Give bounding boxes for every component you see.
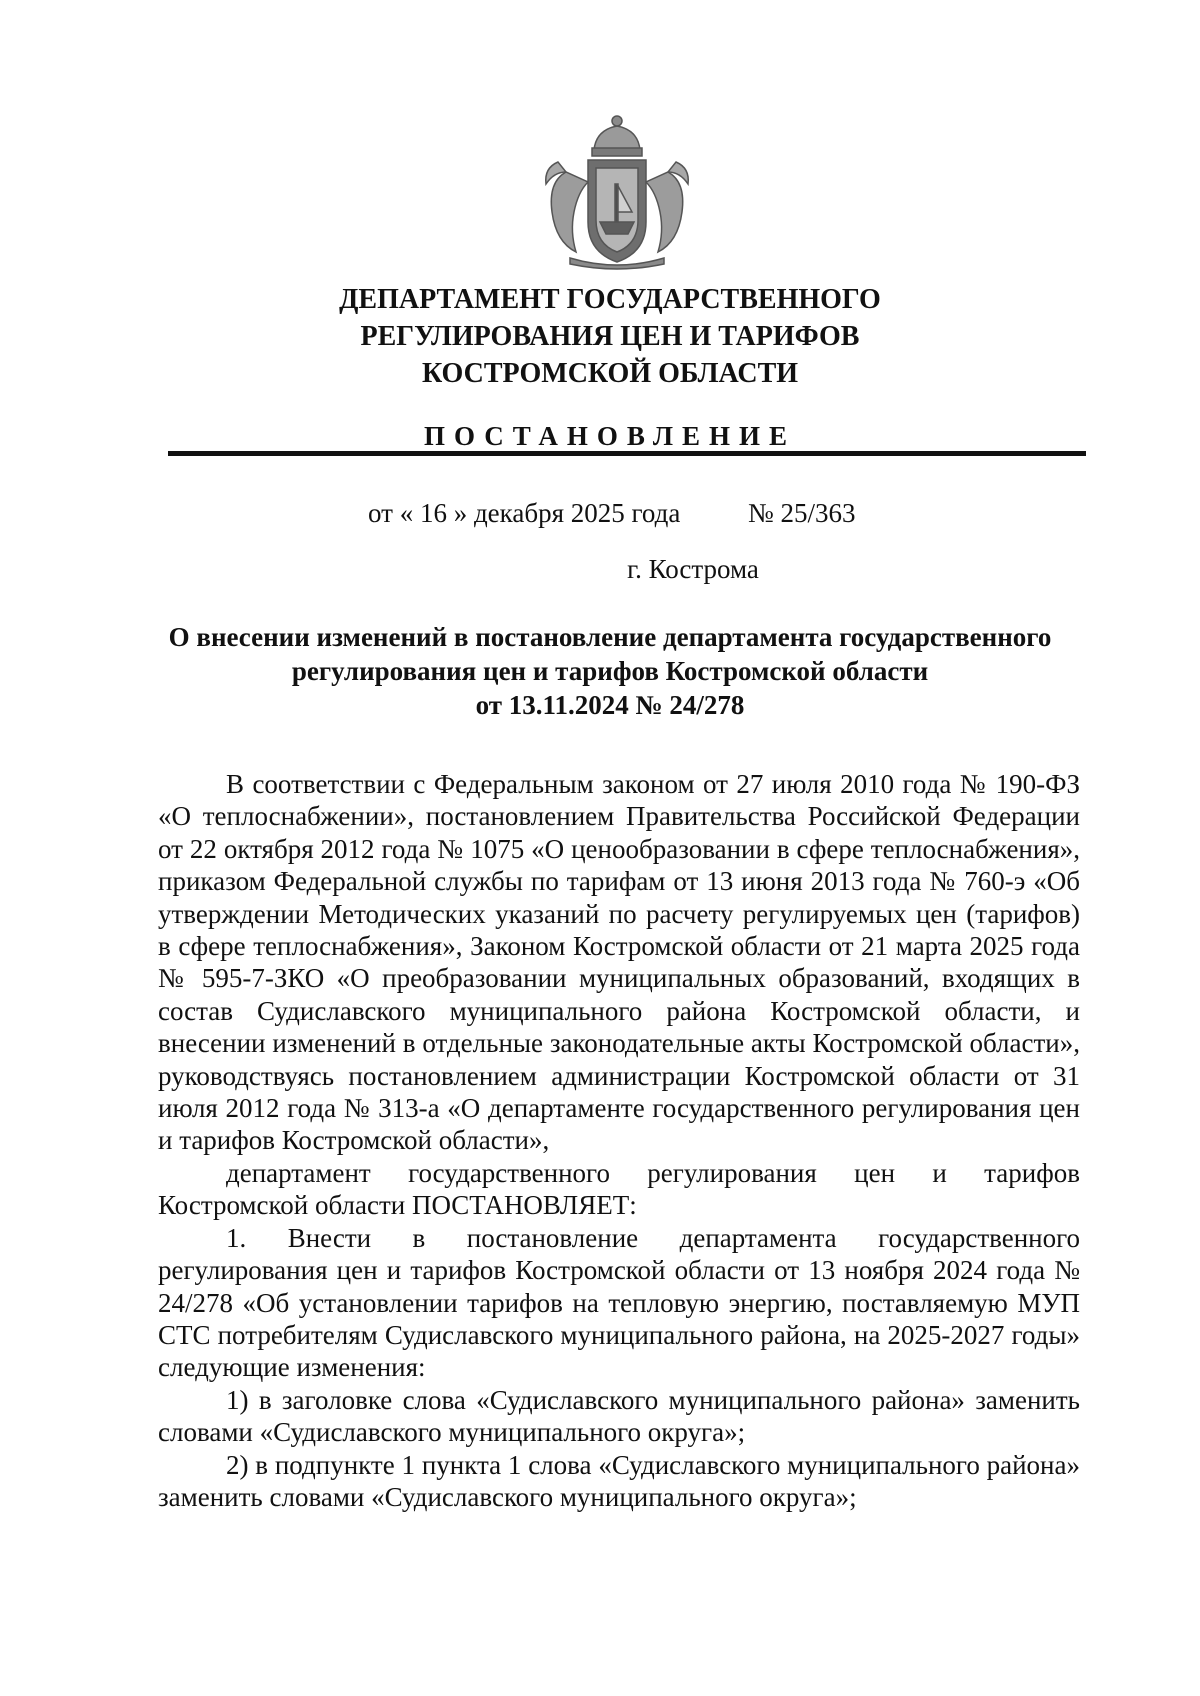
title-line-1: О внесении изменений в постановление департамента государственного [168, 622, 1052, 652]
document-date: от « 16 » декабря 2025 года [368, 498, 681, 528]
body-paragraph-1: В соответствии с Федеральным законом от 27 июля 2010 года № 190-ФЗ «О теплоснабжении», постановлением Правительства Российской Федерации от 22 октября 2012 года № 1075 «О ценообразовании в сфере теплоснабжения», приказом Федеральной службы по тарифам от 13 июня 2013 года № 760-э «Об утверждении Методических указаний по расчету регулируемых цен (тарифов) в сфере теплоснабжения», Законом Костромской области от 21 марта 2025 года № 595-7-ЗКО «О преобразовании муниципальных образований, входящих в состав Судиславского муниципального района Костромской области, и внесении изменений в отдельные законодательные акты Костромской области», руководствуясь постановлением администрации Костромской области от 31 июля 2012 года № 313-а «О департаменте государственного регулирования цен и тарифов Костромской области», [158, 769, 1080, 1156]
org-line-2: РЕГУЛИРОВАНИЯ ЦЕН И ТАРИФОВ [360, 321, 860, 352]
body-paragraph-2: департамент государственного регулирования цен и тарифов Костромской области ПОСТАНОВЛЯЕТ: [158, 1157, 1080, 1221]
organization-name [150, 281, 1070, 392]
org-line-1: ДЕПАРТАМЕНТ ГОСУДАРСТВЕННОГО [339, 284, 881, 315]
body-paragraph-5: 2) в подпункте 1 пункта 1 слова «Судиславского муниципального района» заменить словами «Судиславского муниципального округа»; [158, 1449, 1080, 1512]
title-line-3: от 13.11.2024 № 24/278 [475, 690, 745, 720]
document-city: г. Кострома [627, 554, 759, 584]
coat-of-arms-icon [536, 112, 698, 270]
document-title [150, 620, 1070, 722]
document-type: ПОСТАНОВЛЕНИЕ [423, 421, 797, 451]
document-body [158, 768, 1080, 1513]
header-divider [168, 451, 1086, 456]
title-line-2: регулирования цен и тарифов Костромской области [291, 656, 929, 686]
org-line-3: КОСТРОМСКОЙ ОБЛАСТИ [421, 358, 799, 389]
body-paragraph-4: 1) в заголовке слова «Судиславского муниципального района» заменить словами «Судиславского муниципального округа»; [158, 1384, 1080, 1448]
body-paragraph-3: 1. Внести в постановление департамента государственного регулирования цен и тарифов Костромской области от 13 ноября 2024 года № 24/278 «Об установлении тарифов на тепловую энергию, поставляемую МУП СТС потребителям Судиславского муниципального района, на 2025-2027 годы» следующие изменения: [158, 1222, 1080, 1383]
document-number: № 25/363 [748, 498, 856, 528]
